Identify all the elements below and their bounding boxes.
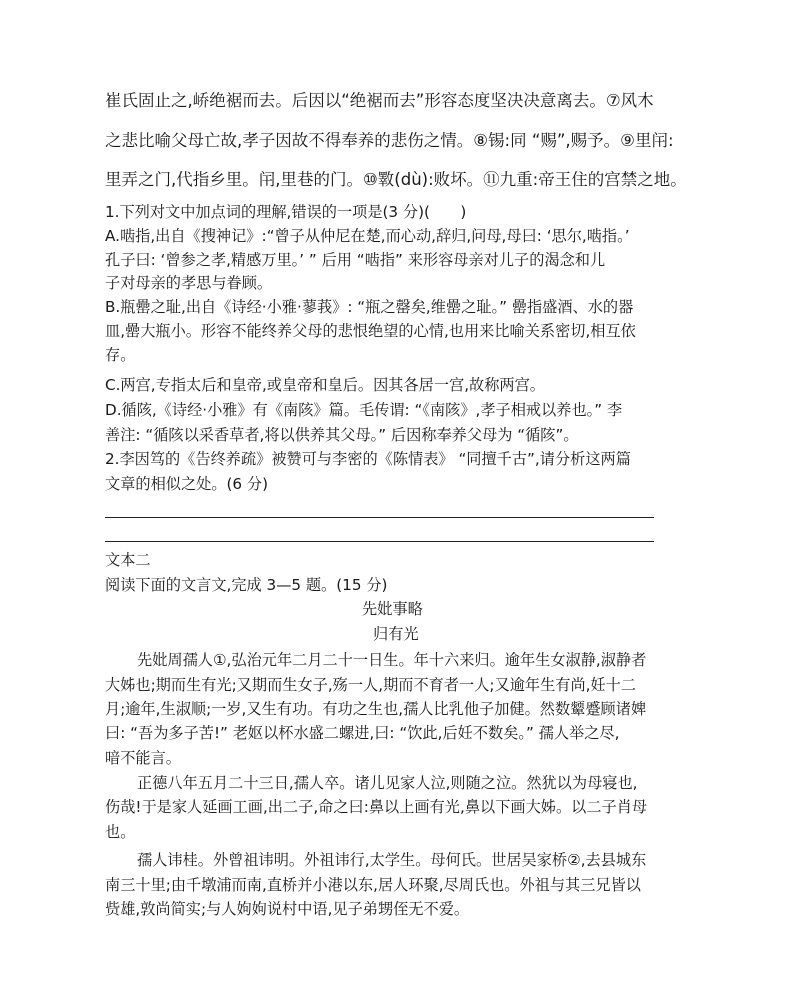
- passage-line: 曰: “吾为多子苦!” 老妪以杯水盛二螺进,曰: “饮此,后妊不数矣。” 孺人举之尽,: [105, 724, 620, 742]
- question-1: 1.下列对文中加点词的理解,错误的一项是(3 分)( ): [105, 203, 467, 221]
- answer-line: [105, 541, 654, 542]
- option-a: A.啮指,出自《搜神记》:“曾子从仲尼在楚,而心动,辞归,问母,母曰: ‘思尔,啮指。’: [105, 227, 630, 245]
- passage-line: 南三十里;由千墩浦而南,直桥并小港以东,居人环聚,尽周氏也。外祖与其三兄皆以: [105, 876, 641, 894]
- passage-line: 孺人讳桂。外曾祖讳明。外祖讳行,太学生。母何氏。世居吴家桥②,去县城东: [137, 851, 647, 869]
- note-line: 之悲比喻父母亡故,孝子因故不得奉养的悲伤之情。⑧锡:同 “赐”,赐予。⑨里闬:: [105, 131, 674, 150]
- option-c: C.两宫,专指太后和皇帝,或皇帝和皇后。因其各居一宫,故称两宫。: [105, 376, 545, 394]
- note-line: 里弄之门,代指乡里。闬,里巷的门。⑩斁(dù):败坏。⑪九重:帝王住的宫禁之地。: [105, 170, 687, 189]
- passage-line: 正德八年五月二十三日,孺人卒。诸儿见家人泣,则随之泣。然犹以为母寝也,: [137, 774, 638, 792]
- passage-line: 大姊也;期而生有光;又期而生女子,殇一人,期而不育者一人;又逾年生有尚,妊十二: [105, 676, 637, 694]
- passage-line: 赀雄,敦尚简实;与人姁姁说村中语,见子弟甥侄无不爱。: [105, 900, 470, 918]
- option-b-cont: 皿,罍大瓶小。形容不能终养父母的悲恨绝望的心情,也用来比喻关系密切,相互依: [105, 322, 636, 340]
- option-a-cont: 孔子曰: ‘曾参之孝,精感万里。’ ” 后用 “啮指” 来形容母亲对儿子的渴念和儿: [105, 251, 606, 269]
- option-d-cont: 善注: “循陔以采香草者,将以供养其父母。” 后因称奉养父母为 “循陔”。: [105, 426, 579, 444]
- passage-line: 伤哉!于是家人延画工画,出二子,命之曰:鼻以上画有光,鼻以下画大姊。以二子肖母: [105, 798, 648, 816]
- passage-line: 先妣周孺人①,弘治元年二月二十一日生。年十六来归。逾年生女淑静,淑静者: [137, 651, 647, 669]
- question-2: 2.李因笃的《告终养疏》被赞可与李密的《陈情表》 “同擅千古”,请分析这两篇: [105, 450, 631, 468]
- passage-title: 先妣事略: [362, 600, 423, 618]
- passage-line: 月;逾年,生淑顺;一岁,又生有功。有功之生也,孺人比乳他子加健。然数颦蹙顾诸婢: [105, 700, 647, 718]
- note-line: 崔氏固止之,峤绝裾而去。后因以“绝裾而去”形容态度坚决决意离去。⑦风木: [105, 91, 654, 110]
- option-b: B.瓶罍之耻,出自《诗经·小雅·蓼莪》: “瓶之罄矣,维罍之耻。” 罍指盛酒、水的器: [105, 298, 634, 316]
- question-2-cont: 文章的相似之处。(6 分): [105, 475, 269, 493]
- passage-line: 喑不能言。: [105, 749, 181, 767]
- option-d: D.循陔,《诗经·小雅》有《南陔》篇。毛传谓: “《南陔》,孝子相戒以养也。” 李: [105, 401, 623, 419]
- section-instruction: 阅读下面的文言文,完成 3—5 题。(15 分): [105, 576, 388, 594]
- answer-line: [105, 517, 654, 518]
- option-a-cont: 子对母亲的孝思与眷顾。: [105, 274, 273, 292]
- section-heading: 文本二: [105, 551, 151, 569]
- passage-line: 也。: [105, 823, 136, 841]
- passage-author: 归有光: [373, 625, 419, 643]
- option-b-cont: 存。: [105, 346, 136, 364]
